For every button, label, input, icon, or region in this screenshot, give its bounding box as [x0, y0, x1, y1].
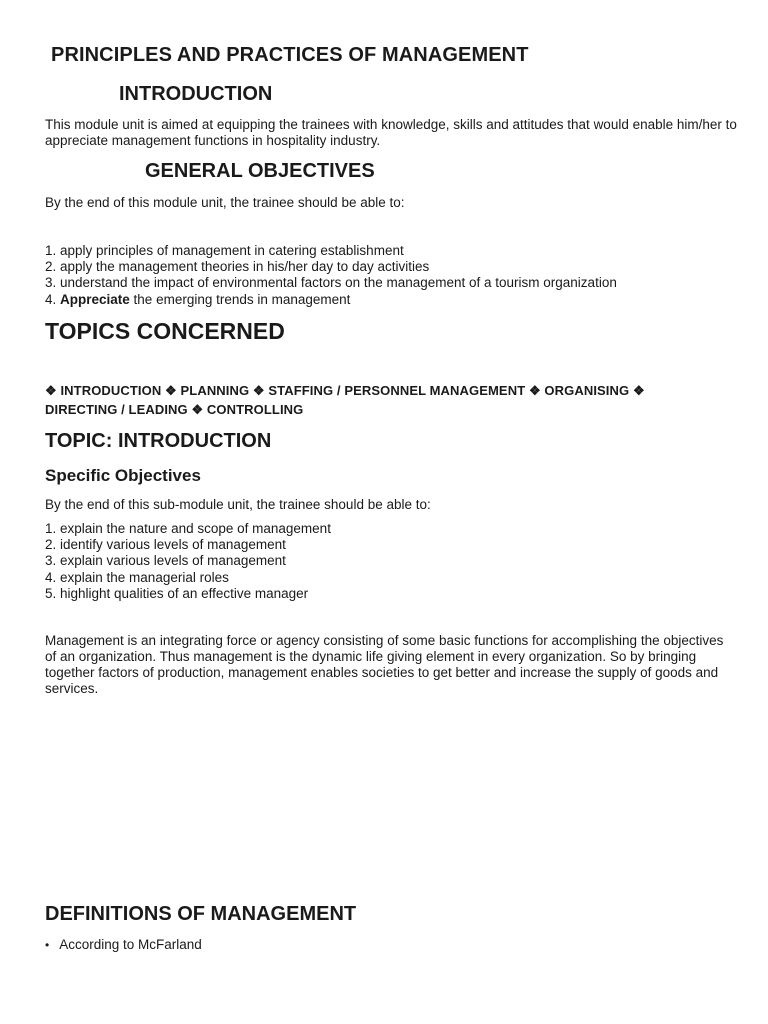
- topic-introduction-heading: TOPIC: INTRODUCTION: [45, 430, 272, 452]
- list-item: 1. apply principles of management in catering establishment: [45, 243, 404, 258]
- list-item: 3. explain various levels of management: [45, 553, 286, 569]
- definitions-heading: DEFINITIONS OF MANAGEMENT: [45, 903, 357, 925]
- list-item: 1. explain the nature and scope of management: [45, 521, 331, 536]
- list-item: 4. Appreciate the emerging trends in management: [45, 291, 351, 307]
- general-objectives-intro: By the end of this module unit, the trainee should be able to:: [45, 195, 405, 210]
- topic-item: ❖ PLANNING: [165, 383, 250, 398]
- list-item: 2. identify various levels of management: [45, 537, 286, 553]
- topic-item: ❖ ORGANISING: [528, 383, 630, 398]
- topic-item: ❖ CONTROLLING: [191, 401, 304, 417]
- list-item: • According to McFarland: [45, 937, 202, 952]
- specific-objectives-list: [45, 521, 745, 602]
- bullet-icon: •: [45, 938, 50, 952]
- topic-item: ❖ INTRODUCTION: [45, 383, 162, 398]
- document-title: PRINCIPLES AND PRACTICES OF MANAGEMENT: [51, 44, 529, 66]
- list-item: 3. understand the impact of environmental factors on the management of a tourism organization: [45, 275, 617, 291]
- general-objectives-heading: GENERAL OBJECTIVES: [145, 160, 375, 182]
- topic-item: ❖ STAFFING / PERSONNEL MANAGEMENT: [252, 383, 526, 398]
- introduction-heading: INTRODUCTION: [119, 83, 273, 105]
- list-item: 2. apply the management theories in his/her day to day activities: [45, 259, 430, 275]
- topics-concerned-list: [45, 382, 665, 419]
- specific-objectives-intro: By the end of this sub-module unit, the trainee should be able to:: [45, 497, 431, 512]
- management-paragraph: Management is an integrating force or agency consisting of some basic functions for accomplishing the objectives of an organization. Thus management is the dynamic life giving element in every organization. So by bringing together factors of production, management enables societies to get better and increase the supply of goods and services.: [45, 633, 724, 696]
- specific-objectives-heading: Specific Objectives: [45, 466, 201, 485]
- general-objectives-list: [45, 243, 745, 308]
- list-item: 4. explain the managerial roles: [45, 569, 229, 585]
- definitions-list: [45, 937, 645, 953]
- topics-concerned-heading: TOPICS CONCERNED: [45, 318, 285, 344]
- introduction-text: This module unit is aimed at equipping the trainees with knowledge, skills and attitudes that would enable him/her to appreciate management functions in hospitality industry.: [45, 117, 737, 148]
- topic-item: ❖ DIRECTING / LEADING: [45, 383, 645, 417]
- list-item: 5. highlight qualities of an effective manager: [45, 585, 309, 601]
